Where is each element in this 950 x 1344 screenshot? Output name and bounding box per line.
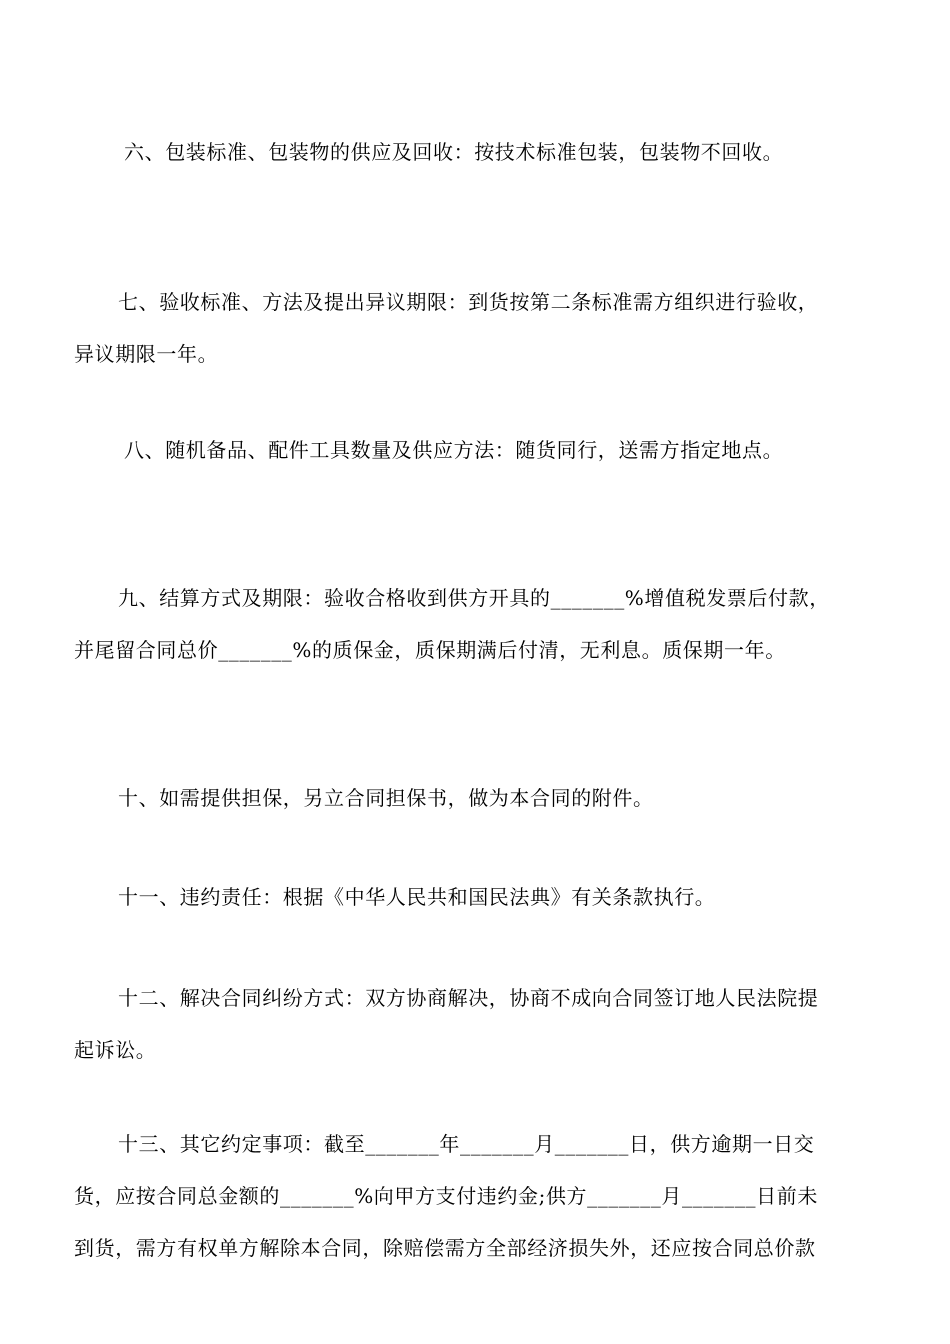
clause-8-line-1: 八、随机备品、配件工具数量及供应方法：随货同行，送需方指定地点。 — [124, 438, 784, 462]
clause-7 — [74, 276, 880, 380]
clause-13 — [74, 1118, 880, 1274]
clause-13-line-2: 货，应按合同总金额的_______%向甲方支付违约金;供方_______月_______日前未 — [74, 1184, 818, 1208]
clause-7-line-1: 七、验收标准、方法及提出异议期限：到货按第二条标准需方组织进行验收， — [118, 290, 819, 314]
clause-10-line-1: 十、如需提供担保，另立合同担保书，做为本合同的附件。 — [118, 786, 654, 810]
clause-12 — [74, 972, 880, 1076]
clause-13-line-1: 十三、其它约定事项：截至_______年_______月_______日，供方逾期一日交 — [118, 1132, 815, 1156]
clause-11 — [74, 871, 880, 923]
clause-9 — [74, 572, 880, 676]
clause-6 — [74, 126, 880, 178]
clause-6-line-1: 六、包装标准、包装物的供应及回收：按技术标准包装，包装物不回收。 — [124, 140, 784, 164]
clause-7-line-2: 异议期限一年。 — [74, 342, 219, 366]
clause-9-line-1: 九、结算方式及期限：验收合格收到供方开具的_______%增值税发票后付款， — [118, 586, 830, 610]
clause-9-line-2: 并尾留合同总价_______%的质保金，质保期满后付清，无利息。质保期一年。 — [74, 638, 786, 662]
clause-13-line-3: 到货，需方有权单方解除本合同，除赔偿需方全部经济损失外，还应按合同总价款 — [74, 1236, 816, 1260]
clause-10 — [74, 772, 880, 824]
clause-8 — [74, 424, 880, 476]
clause-12-line-2: 起诉讼。 — [74, 1038, 157, 1062]
clause-12-line-1: 十二、解决合同纠纷方式：双方协商解决，协商不成向合同签订地人民法院提 — [118, 986, 819, 1010]
clause-11-line-1: 十一、违约责任：根据《中华人民共和国民法典》有关条款执行。 — [118, 885, 716, 909]
